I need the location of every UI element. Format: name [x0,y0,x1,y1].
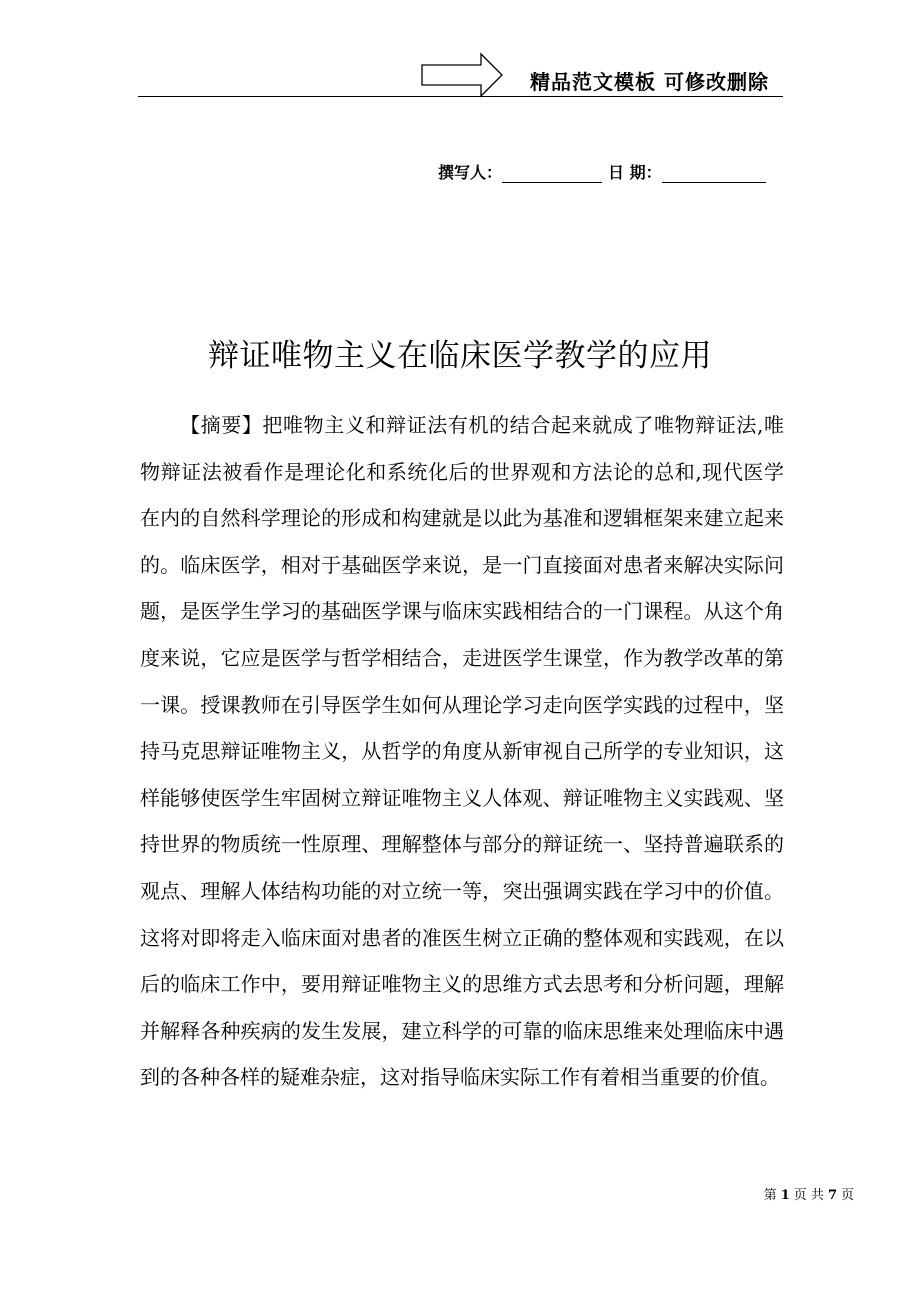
total-pages-number: 7 [827,1188,837,1203]
page-footer [764,1184,854,1203]
footer-prefix: 第 [763,1188,777,1203]
author-blank [502,164,602,183]
header-divider [138,96,783,97]
footer-suffix: 页 [840,1188,854,1203]
header-banner: 精品范文模板 可修改删除 [530,70,769,94]
arrow-icon [420,52,504,98]
current-page-number: 1 [780,1188,790,1203]
footer-middle: 页 共 [793,1188,824,1203]
date-label: 日 期： [608,163,662,182]
author-label: 撰写人： [438,163,503,182]
document-title: 辩证唯物主义在临床医学教学的应用 [208,338,712,374]
abstract-paragraph: 【摘要】把唯物主义和辩证法有机的结合起来就成了唯物辩证法,唯物辩证法被看作是理论化和系统化后的世界观和方法论的总和,现代医学在内的自然科学理论的形成和构建就是以此为基准和逻辑框架来建立起来的。临床医学，相对于基础医学来说，是一门直接面对患者来解决实际问题，是医学生学习的基础医学课与临床实践相结合的一门课程。从这个角度来说，它应是医学与哲学相结合，走进医学生课堂，作为教学改革的第一课。授课教师在引导医学生如何从理论学习走向医学实践的过程中，坚持马克思辩证唯物主义，从哲学的角度从新审视自己所学的专业知识，这样能够使医学生牢固树立辩证唯物主义人体观、辩证唯物主义实践观、坚持世界的物质统一性原理、理解整体与部分的辩证统一、坚持普遍联系的观点、理解人体结构功能的对立统一等，突出强调实践在学习中的价值。这将对即将走入临床面对患者的准医生树立正确的整体观和实践观，在以后的临床工作中，要用辩证唯物主义的思维方式去思考和分析问题，理解并解释各种疾病的发生发展，建立科学的可靠的临床思维来处理临床中遇到的各种各样的疑难杂症，这对指导临床实际工作有着相当重要的价值。 [140,413,784,1090]
author-date-line [438,160,766,183]
date-blank [662,164,766,183]
